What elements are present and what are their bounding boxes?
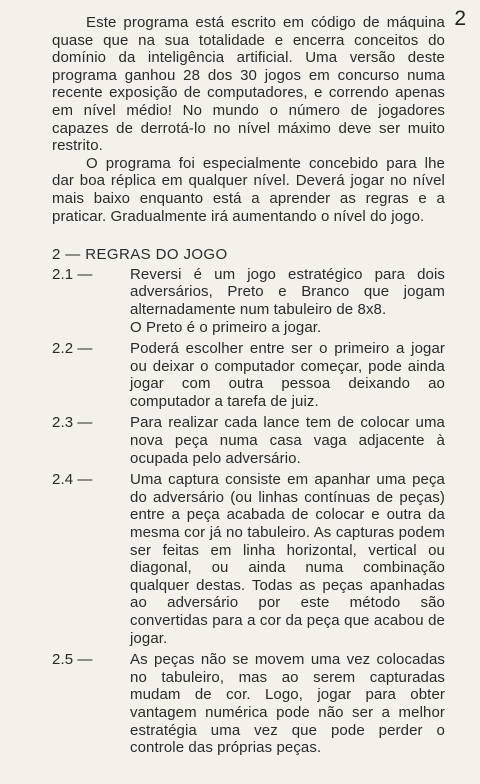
- rule-text: Poderá escolher entre ser o primeiro a jogar ou deixar o computador começar, pode ainda jogar com outra pessoa deixando ao computador a tarefa de juiz.: [130, 340, 445, 410]
- rule-2-3: [52, 414, 445, 467]
- rule-body: [130, 414, 445, 467]
- rule-number: 2.3 —: [52, 414, 93, 432]
- section-title: 2 — REGRAS DO JOGO: [52, 246, 228, 264]
- rule-number: 2.4 —: [52, 471, 93, 489]
- rule-text: Para realizar cada lance tem de colocar uma nova peça numa casa vaga adjacente à ocupada pelo adversário.: [130, 414, 445, 467]
- rule-body: [130, 651, 445, 757]
- rule-number: 2.5 —: [52, 651, 93, 669]
- rule-text: Reversi é um jogo estratégico para dois adversários, Preto e Branco que jogam alternadamente num tabuleiro de 8x8.: [130, 265, 445, 318]
- page-number: 2: [454, 7, 466, 30]
- rule-2-1: [52, 266, 445, 336]
- rule-2-2: [52, 340, 445, 410]
- rule-number: 2.2 —: [52, 340, 93, 358]
- rule-2-4: [52, 471, 445, 647]
- rule-2-5: [52, 651, 445, 757]
- rule-note: O Preto é o primeiro a jogar.: [130, 318, 322, 336]
- intro-paragraph-2: O programa foi especialmente concebido para lhe dar boa réplica em qualquer nível. Deverá jogar no nível mais baixo enquanto está a aprender as regras e a praticar. Gradualmente irá aumentando o nível do jogo.: [52, 154, 445, 225]
- rule-body: [130, 340, 445, 410]
- intro-paragraph-1: Este programa está escrito em código de máquina quase que na sua totalidade e encerra conceitos do domínio da inteligência artificial. Uma versão deste programa ganhou 28 dos 30 jogos em concurso numa recente exposição de computadores, e correndo apenas em nível médio! No mundo o número de jogadores capazes de derrotá-lo no nível máximo deve ser muito restrito.: [52, 14, 445, 155]
- rule-number: 2.1 —: [52, 265, 93, 283]
- rule-body: [130, 471, 445, 647]
- page-content: [52, 14, 445, 761]
- rule-text: As peças não se movem uma vez colocadas no tabuleiro, mas ao serem capturadas mudam de cor. Logo, jogar para obter vantagem numérica pode não ser a melhor estratégia uma vez que pode perder o controle das próprias peças.: [130, 651, 445, 757]
- rule-text: Uma captura consiste em apanhar uma peça do adversário (ou linhas contínuas de peças) entre a peça acabada de colocar e outra da mesma cor já no tabuleiro. As capturas podem ser feitas em linha horizontal, vertical ou diagonal, ou ainda numa combinação qualquer destas. Todas as peças apanhadas ao adversário por este método são convertidas para a cor da peça que acabou de jogar.: [130, 471, 445, 647]
- rule-body: [130, 266, 445, 336]
